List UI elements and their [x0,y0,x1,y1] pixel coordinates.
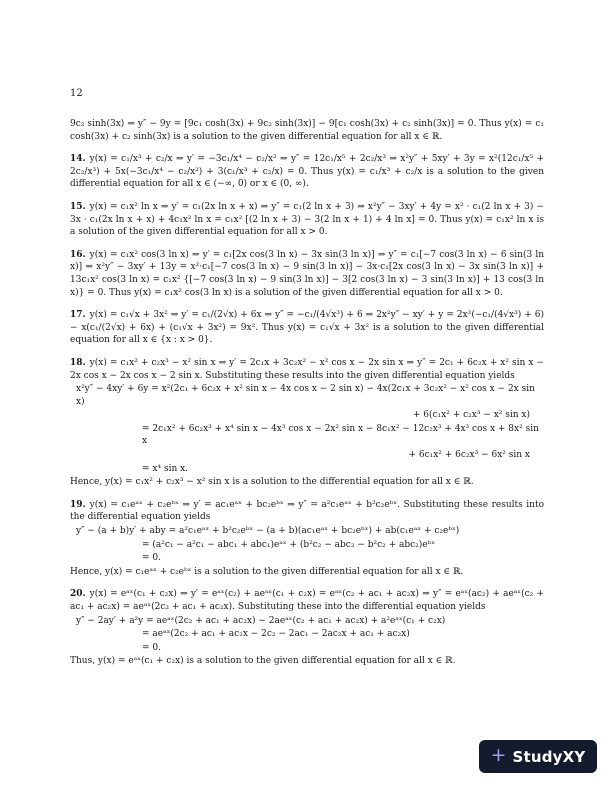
problem-text: y(x) = c₁x² ln x ⇒ y′ = c₁(2x ln x + x) ⇒ y″ = c₁(2 ln x + 3) ⇒ x²y″ − 3xy′ + 4y = x² · c₁(2 ln x + 3) − 3x · c₁(2x ln x + x) + 4c₁x² ln x = c₁x² [(2 ln x + 3) − 3(2 ln x + 1) + 4 ln x] = 0. Thus y(x) = c₁x² ln x is a solution of the given differential equation for all x > 0. [70,201,544,238]
problem-number: 17. [70,310,86,321]
problem-conclusion: Thus, y(x) = eᵃˣ(c₁ + c₂x) is a solution to the given differential equation for all x ∈ ℝ. [70,656,456,667]
equation-line: = 0. [142,642,161,653]
problem-block [70,249,544,299]
problem-block [70,201,544,239]
equation-line: = aeᵃˣ(2c₂ + ac₁ + ac₂x − 2c₂ − 2ac₁ − 2ac₂x + ac₁ + ac₂x) [142,629,410,640]
problem-block [70,357,544,489]
displayed-equations [70,615,544,655]
plus-icon: + [490,744,507,766]
problem-text: y(x) = c₁/x³ + c₂/x ⇒ y′ = −3c₁/x⁴ − c₂/x² ⇒ y″ = 12c₁/x⁵ + 2c₂/x³ ⇒ x²y″ + 5xy′ + 3y = x²(12c₁/x⁵ + 2c₂/x³) + 5x(−3c₁/x⁴ − c₂/x²) + 3(c₁/x³ + c₂/x) = 0. Thus y(x) = c₁/x³ + c₂/x is a solution to the given differential equation for all x ∈ (−∞, 0) or x ∈ (0, ∞). [70,154,544,190]
equation-line: = 2c₁x² + 6c₂x³ + x⁴ sin x − 4x³ cos x − 2x² sin x − 8c₁x² − 12c₂x³ + 4x³ cos x + 8x² sin x [142,423,539,447]
equation-line: = (a²c₁ − a²c₁ − abc₁ + abc₁)eᵃˣ + (b²c₂ − abc₂ − b²c₂ + abc₂)eᵇˣ [142,539,436,550]
displayed-equations [70,383,544,475]
problem-block [70,118,544,143]
equation-line: = 0. [142,553,161,564]
problem-conclusion: Hence, y(x) = c₁x² + c₂x³ − x² sin x is a solution to the differential equation for all x ∈ ℝ. [70,477,474,488]
problem-number: 15. [70,201,86,212]
problem-block [70,499,544,579]
problem-conclusion: Hence, y(x) = c₁eᵃˣ + c₂eᵇˣ is a solution to the given differential equation for all x ∈ ℝ. [70,566,464,577]
equation-line: x²y″ − 4xy′ + 6y = x²(2c₁ + 6c₂x + x² sin x − 4x cos x − 2 sin x) − 4x(2c₁x + 3c₂x² − x² cos x − 2x sin x) [76,384,535,407]
studyxy-badge [479,740,597,773]
equation-line: = x⁴ sin x. [142,463,189,474]
problem-block [70,153,544,191]
problem-text: y(x) = c₁eᵃˣ + c₂eᵇˣ ⇒ y′ = ac₁eᵃˣ + bc₂eᵇˣ ⇒ y″ = a²c₁eᵃˣ + b²c₂eᵇˣ. Substituting these results into the differential equation yields [70,499,544,523]
problem-text: y(x) = c₁√x + 3x² ⇒ y′ = c₁/(2√x) + 6x ⇒ y″ = −c₁/(4√x³) + 6 ⇒ 2x²y″ − xy′ + y = 2x²(−c₁/(4√x³) + 6) − x(c₁/(2√x) + 6x) + (c₁√x + 3x²) = 9x². Thus y(x) = c₁√x + 3x² is a solution to the given differential equation for all x ∈ {x : x > 0}. [70,310,544,346]
problem-text: y(x) = eᵃˣ(c₁ + c₂x) ⇒ y′ = eᵃˣ(c₂) + aeᵃˣ(c₁ + c₂x) = eᵃˣ(c₂ + ac₁ + ac₂x) ⇒ y″ = eᵃˣ(ac₂) + aeᵃˣ(c₂ + ac₁ + ac₂x) = aeᵃˣ(2c₂ + ac₁ + ac₂x). Substituting these into the differential equation yields [70,589,544,612]
problem-block [70,588,544,668]
equation-line: + 6(c₁x² + c₂x³ − x² sin x) [412,410,530,421]
solutions-content [70,118,544,678]
problem-block [70,309,544,347]
equation-line: y″ − 2ay′ + a²y = aeᵃˣ(2c₂ + ac₁ + ac₂x) − 2aeᵃˣ(c₂ + ac₁ + ac₂x) + a²eᵃˣ(c₁ + c₂x) [76,615,446,626]
problem-number: 14. [70,154,86,165]
brand-name: StudyXY [512,747,586,766]
equation-line: y″ − (a + b)y′ + aby = a²c₁eᵃˣ + b²c₂eᵇˣ − (a + b)(ac₁eᵃˣ + bc₂eᵇˣ) + ab(c₁eᵃˣ + c₂eᵇˣ) [76,526,460,537]
problem-number: 19. [70,499,86,510]
problem-number: 18. [70,357,86,368]
displayed-equations [70,525,544,565]
problem-text: y(x) = c₁x² + c₂x³ − x² sin x ⇒ y′ = 2c₁x + 3c₂x² − x² cos x − 2x sin x ⇒ y″ = 2c₁ + 6c₂x + x² sin x − 2x cos x − 2x cos x − 2 sin x. Substituting these results into the given differential equation yields [70,357,544,381]
equation-line: + 6c₁x² + 6c₂x³ − 6x² sin x [408,450,530,461]
problem-number: 20. [70,589,86,600]
problem-number: 16. [70,249,86,260]
page-number: 12 [70,88,83,99]
problem-text: 9c₂ sinh(3x) ⇒ y″ − 9y = [9c₁ cosh(3x) + 9c₂ sinh(3x)] − 9[c₁ cosh(3x) + c₂ sinh(3x)] = 0. Thus y(x) = c₁ cosh(3x) + c₂ sinh(3x) is a solution to the given differential equation for all x ∈ ℝ. [70,119,544,142]
problem-text: y(x) = c₁x² cos(3 ln x) ⇒ y′ = c₁[2x cos(3 ln x) − 3x sin(3 ln x)] ⇒ y″ = c₁[−7 cos(3 ln x) − 6 sin(3 ln x)] ⇒ x²y″ − 3xy′ + 13y = x²·c₁[−7 cos(3 ln x) − 9 sin(3 ln x)] − 3x·c₁[2x cos(3 ln x) − 3x sin(3 ln x)] + 13c₁x² cos(3 ln x) = c₁x² {[−7 cos(3 ln x) − 9 sin(3 ln x)] − 3[2 cos(3 ln x) − 3 sin(3 ln x)] + 13 cos(3 ln x)} = 0. Thus y(x) = c₁x² cos(3 ln x) is a solution of the given differential equation for all x > 0. [70,249,544,298]
